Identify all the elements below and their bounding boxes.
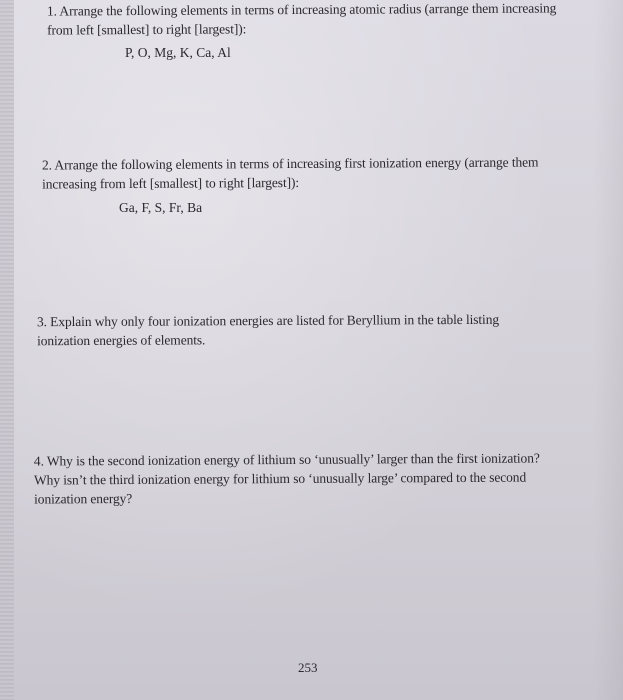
question-1-line-1: 1. Arrange the following elements in terms of increasing atomic radius (arrange them increasing: [46, 0, 557, 19]
question-4-line-1: 4. Why is the second ionization energy of lithium so ‘unusually’ larger than the first ionization?: [33, 450, 540, 469]
question-4-line-2: Why isn’t the third ionization energy for lithium so ‘unusually large’ compared to the second: [33, 469, 527, 488]
question-2: [42, 152, 539, 193]
question-2-elements: Ga, F, S, Fr, Ba: [119, 200, 203, 215]
question-3: [37, 310, 499, 350]
question-4-line-3: ionization energy?: [34, 490, 133, 507]
question-2-line-1: 2. Arrange the following elements in terms of increasing first ionization energy (arrange them: [41, 154, 539, 173]
question-2-line-2: increasing from left [smallest] to right [largest]):: [42, 174, 300, 192]
page-binding-edge: [0, 0, 14, 700]
question-1-line-2: from left [smallest] to right [largest]):: [47, 21, 247, 38]
question-3-line-2: ionization energies of elements.: [37, 332, 206, 349]
question-1: [47, 0, 557, 40]
question-4: [34, 448, 540, 508]
question-1-elements: P, O, Mg, K, Ca, Al: [125, 45, 231, 60]
page-number: 253: [298, 660, 318, 675]
page-shadow: [593, 0, 623, 700]
question-3-line-1: 3. Explain why only four ionization energies are listed for Beryllium in the table listing: [36, 311, 500, 330]
